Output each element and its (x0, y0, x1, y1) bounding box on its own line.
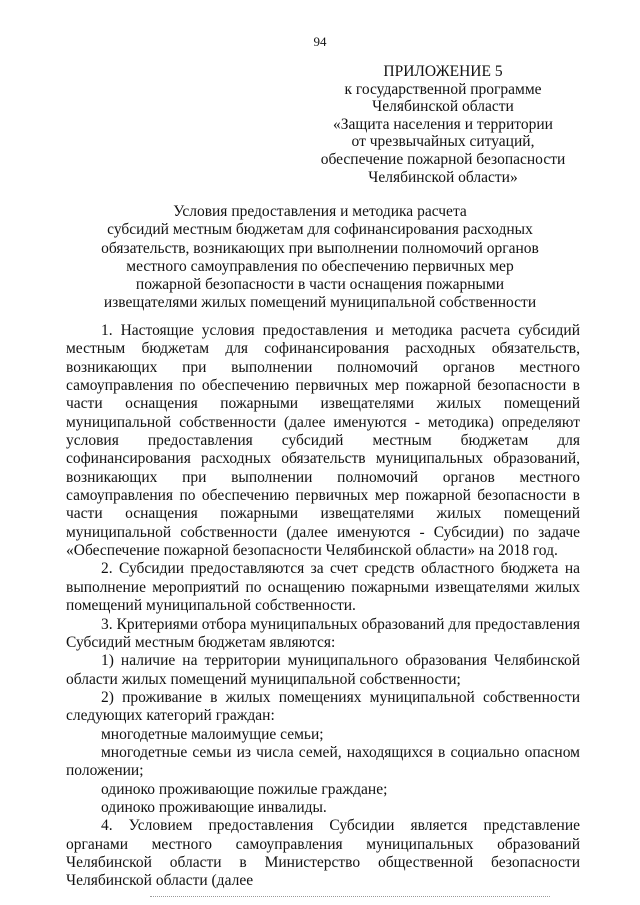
category-item: одиноко проживающие инвалиды. (101, 798, 327, 816)
appendix-line: обеспечение пожарной безопасности (320, 150, 566, 168)
title-line: местного самоуправления по обеспечению первичных мер (126, 257, 514, 275)
criteria-item-2: 2) проживание в жилых помещениях муниципальной собственности следующих категорий граждан: (66, 688, 580, 725)
category-item: многодетные семьи из числа семей, находящихся в социально опасном положении; (66, 743, 580, 780)
paragraph-2: 2. Субсидии предоставляются за счет средств областного бюджета на выполнение мероприятий по оснащению пожарными извещателями жилых помещений муниципальной собственности. (66, 560, 580, 615)
document-title (0, 203, 640, 313)
title-line: извещателями жилых помещений муниципальной собственности (103, 294, 537, 312)
title-line: субсидий местным бюджетам для софинансирования расходных (107, 221, 533, 239)
page-number: 94 (313, 34, 327, 49)
title-line: обязательств, возникающих при выполнении полномочий органов (101, 239, 539, 257)
title-line: Условия предоставления и методика расчета (173, 203, 467, 220)
paragraph-4: 4. Условием предоставления Субсидии является представление органами местного самоуправления муниципальных образований Челябинской области в Министерство общественной безопасности Челябинской области (далее (66, 817, 580, 890)
paragraph-3: 3. Критериями отбора муниципальных образований для предоставления Субсидий местным бюджетам являются: (66, 615, 580, 651)
appendix-heading: ПРИЛОЖЕНИЕ 5 (383, 63, 503, 80)
appendix-line: к государственной программе (344, 80, 542, 98)
appendix-line: «Защита населения и территории (333, 115, 553, 133)
paragraph-1: 1. Настоящие условия предоставления и методика расчета субсидий местным бюджетам для софинансирования расходных обязательств, возникающих при выполнении полномочий органов местного самоуправления по обеспечению первичных мер пожарной безопасности в части оснащения пожарными извещателями жилых помещений муниципальной собственности (далее именуются - методика) определяют условия предоставления субсидий местным бюджетам для софинансирования расходных обязательств муниципальных образований, возникающих при выполнении полномочий органов местного самоуправления по обеспечению первичных мер пожарной безопасности в части оснащения пожарными извещателями жилых помещений муниципальной собственности (далее именуются - Субсидии) по задаче «Обеспечение пожарной безопасности Челябинской области» на 2018 год. (66, 322, 580, 560)
appendix-line: Челябинской области» (368, 168, 518, 186)
title-line: пожарной безопасности в части оснащения пожарными (135, 276, 505, 294)
category-item: многодетные малоимущие семьи; (101, 725, 324, 743)
category-item: одиноко проживающие пожилые граждане; (101, 780, 388, 798)
appendix-header (318, 63, 568, 186)
document-body (66, 322, 580, 891)
criteria-item-1: 1) наличие на территории муниципального образования Челябинской области жилых помещений муниципальной собственности; (66, 652, 580, 688)
footer-scan-line (150, 896, 550, 897)
appendix-line: Челябинской области (372, 98, 514, 116)
appendix-line: от чрезвычайных ситуаций, (351, 133, 535, 151)
